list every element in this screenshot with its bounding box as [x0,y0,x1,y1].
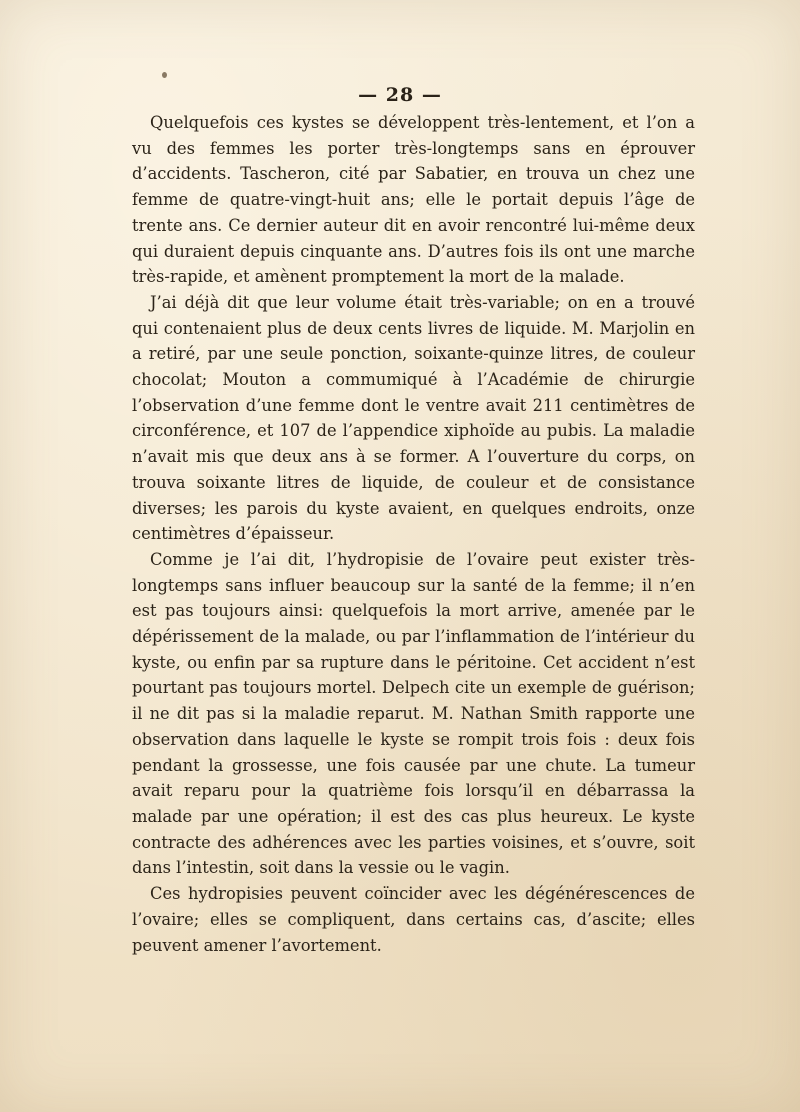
ink-speck [162,72,167,78]
paragraph-1: Quelquefois ces kystes se développent très-lentement, et l’on a vu des femmes les porter très-longtemps sans en éprouver d’accidents. Tascheron, cité par Sabatier, en trouva un chez une femme de quatre-vingt-huit ans; elle le portait depuis l’âge de trente ans. Ce dernier auteur dit en avoir rencontré lui-même deux qui duraient depuis cinquante ans. D’autres fois ils ont une marche très-rapide, et amènent promptement la mort de la malade. [132,113,695,287]
page-number: — 28 — [358,84,442,106]
paragraph-2: J’ai déjà dit que leur volume était très-variable; on en a trouvé qui contenaient plus de deux cents livres de liquide. M. Marjolin en a retiré, par une seule ponction, soixante-quinze litres, de couleur chocolat; Mouton a commumiqué à l’Académie de chirurgie l’observation d’une femme dont le ventre avait 211 centimètres de circonférence, et 107 de l’appendice xiphoïde au pubis. La maladie n’avait mis que deux ans à se former. A l’ouverture du corps, on trouva soixante litres de liquide, de couleur et de consistance diverses; les parois du kyste avaient, en quelques endroits, onze centimètres d’épaisseur. [132,292,695,544]
paragraph-4: Ces hydropisies peuvent coïncider avec les dégénérescences de l’ovaire; elles se compliquent, dans certains cas, d’ascite; elles peuvent amener l’avortement. [132,884,695,955]
body-text [132,110,695,958]
paragraph-3: Comme je l’ai dit, l’hydropisie de l’ovaire peut exister très-longtemps sans influer beaucoup sur la santé de la femme; il n’en est pas toujours ainsi: quelquefois la mort arrive, amenée par le dépérissement de la malade, ou par l’inflammation de l’intérieur du kyste, ou enfin par sa rupture dans le péritoine. Cet accident n’est pourtant pas toujours mortel. Delpech cite un exemple de guérison; il ne dit pas si la maladie reparut. M. Nathan Smith rapporte une observation dans laquelle le kyste se rompit trois fois : deux fois pendant la grossesse, une fois causée par une chute. La tumeur avait reparu pour la quatrième fois lorsqu’il en débarrassa la malade par une opération; il est des cas plus heureux. Le kyste contracte des adhérences avec les parties voisines, et s’ouvre, soit dans l’intestin, soit dans la vessie ou le vagin. [132,549,695,878]
